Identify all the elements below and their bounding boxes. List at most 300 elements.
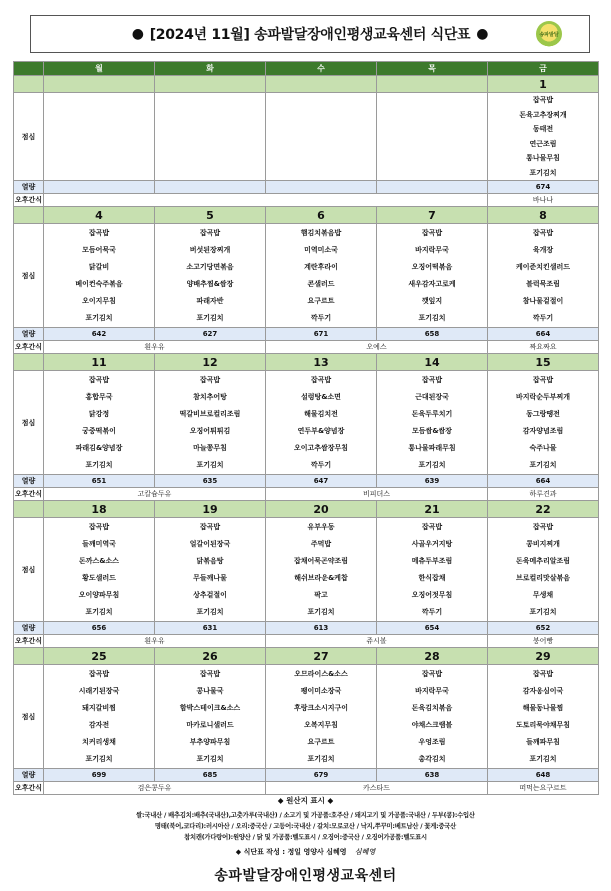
origin-line: 명태(북어,코다리):러시아산 / 오리:중국산 / 고등어:국내산 / 갈치:모로코산 / 낙지,쭈꾸미:베트남산 / 꽃게:중국산 — [154, 823, 457, 830]
lunch-cell-thu — [377, 224, 488, 328]
menu-list — [377, 665, 487, 768]
menu-item: 해쉬브라운&케찹 — [294, 574, 348, 583]
menu-item: 돈육두루치기 — [411, 409, 453, 418]
menu-item: 치커리생채 — [82, 738, 116, 747]
kcal-cell-thu: 639 — [377, 475, 488, 488]
menu-item: 깍두기 — [421, 608, 443, 617]
menu-item: 통나물파래무침 — [408, 444, 456, 453]
snack-label: 오후간식 — [14, 194, 44, 207]
menu-item: 모듬쌈&쌈장 — [412, 427, 452, 436]
kcal-cell-thu: 658 — [377, 328, 488, 341]
date-cell-tue: 26 — [155, 648, 266, 665]
lunch-cell-fri — [488, 665, 599, 769]
menu-item: 잡곡밥 — [421, 228, 443, 237]
menu-item: 도토리묵야채무침 — [515, 721, 571, 730]
lunch-cell-mon — [44, 665, 155, 769]
menu-item: 팽이미소장국 — [300, 686, 342, 695]
menu-item: 무생채 — [532, 591, 554, 600]
menu-item: 감자옹심이국 — [522, 686, 564, 695]
menu-item: 블럭묵조림 — [526, 280, 560, 289]
weekday-thu: 목 — [377, 62, 488, 76]
menu-list — [488, 93, 598, 180]
center-name: 송파발달장애인평생교육센터 — [214, 868, 397, 884]
lunch-row — [14, 518, 599, 622]
menu-list — [488, 224, 598, 327]
snack-label: 오후간식 — [14, 782, 44, 795]
menu-item: 포기김치 — [529, 168, 557, 177]
lunch-cell-wed — [266, 665, 377, 769]
lunch-cell-fri — [488, 518, 599, 622]
menu-item: 마늘쫑무침 — [193, 444, 227, 453]
menu-item: 연두부&양념장 — [297, 427, 345, 436]
lunch-cell-fri — [488, 93, 599, 181]
date-cell-mon: 18 — [44, 501, 155, 518]
kcal-label: 열량 — [14, 181, 44, 194]
lunch-cell-thu — [377, 665, 488, 769]
menu-item: 마카로니샐러드 — [186, 721, 234, 730]
kcal-cell-tue: 635 — [155, 475, 266, 488]
menu-item: 양배추찜&쌈장 — [186, 280, 234, 289]
date-cell-thu: 7 — [377, 207, 488, 224]
lunch-cell-tue — [155, 665, 266, 769]
menu-item: 콩비지찌개 — [526, 539, 560, 548]
menu-item: 포기김치 — [85, 461, 113, 470]
menu-item: 돈육메추리알조림 — [515, 556, 571, 565]
title-text: [2024년 11월] 송파발달장애인평생교육센터 식단표 — [149, 27, 471, 43]
snack-cell-wed-thu: 오예스 — [266, 341, 488, 354]
date-row — [14, 354, 599, 371]
menu-list — [266, 518, 376, 621]
menu-item: 오징어튀튀김 — [189, 427, 231, 436]
kcal-label: 열량 — [14, 328, 44, 341]
menu-list — [155, 224, 265, 327]
kcal-cell-fri: 664 — [488, 475, 599, 488]
menu-item: 포기김치 — [85, 608, 113, 617]
date-row-label — [14, 648, 44, 665]
menu-item: 포기김치 — [529, 608, 557, 617]
origin-line: 참치캔(가다랑어):원양산 / 닭 및 가공품:벨도표시 / 오징어:중국산 / 오징어가공품:벨도표시 — [184, 834, 427, 841]
kcal-cell-tue: 627 — [155, 328, 266, 341]
menu-item: 황도샐러드 — [82, 574, 116, 583]
menu-item: 닭강정 — [88, 409, 110, 418]
date-cell-tue: 19 — [155, 501, 266, 518]
date-cell-fri: 8 — [488, 207, 599, 224]
title-bullet-right: ● — [476, 26, 489, 42]
menu-item: 포기김치 — [307, 755, 335, 764]
menu-item: 닭볶음탕 — [196, 556, 224, 565]
menu-item: 함박스테이크&소스 — [179, 703, 241, 712]
date-cell-mon: 11 — [44, 354, 155, 371]
date-row — [14, 76, 599, 93]
kcal-cell-wed: 613 — [266, 622, 377, 635]
menu-item: 유부우동 — [307, 522, 335, 531]
menu-item: 통나물무침 — [526, 154, 560, 163]
lunch-row — [14, 665, 599, 769]
menu-item: 포기김치 — [85, 314, 113, 323]
menu-list — [488, 371, 598, 474]
snack-label: 오후간식 — [14, 488, 44, 501]
lunch-cell-wed — [266, 518, 377, 622]
menu-item: 돈육김치볶음 — [411, 703, 453, 712]
menu-item: 해물김치전 — [304, 409, 338, 418]
date-cell-mon: 4 — [44, 207, 155, 224]
menu-item: 설렁탕&소면 — [301, 392, 341, 401]
menu-item: 얼갈이된장국 — [189, 539, 231, 548]
lunch-cell-tue — [155, 224, 266, 328]
menu-item: 잡곡밥 — [88, 228, 110, 237]
lunch-label: 점심 — [14, 224, 44, 328]
lunch-row — [14, 371, 599, 475]
menu-item: 총각김치 — [418, 755, 446, 764]
kcal-cell-mon — [44, 181, 155, 194]
lunch-cell-wed — [266, 224, 377, 328]
snack-cell-fri: 바나나 — [488, 194, 599, 207]
menu-item: 잡곡밥 — [421, 522, 443, 531]
menu-item: 바지락무국 — [415, 686, 449, 695]
lunch-cell-wed — [266, 371, 377, 475]
snack-cell-mon-tue: 흰우유 — [44, 341, 266, 354]
menu-item: 포기김치 — [418, 461, 446, 470]
menu-item: 잡곡밥 — [88, 522, 110, 531]
menu-item: 오이고추쌈장무침 — [293, 444, 349, 453]
menu-item: 버섯된장찌개 — [189, 245, 231, 254]
kcal-cell-thu: 654 — [377, 622, 488, 635]
menu-item: 동태전 — [532, 125, 554, 134]
snack-label: 오후간식 — [14, 635, 44, 648]
weekday-tue: 화 — [155, 62, 266, 76]
snack-cell-mon-tue: 검은콩두유 — [44, 782, 266, 795]
snack-cell-fri: 짜요짜요 — [488, 341, 599, 354]
date-cell-wed: 6 — [266, 207, 377, 224]
menu-writer — [0, 847, 611, 857]
menu-item: 잡곡밥 — [199, 522, 221, 531]
menu-item: 홍합무국 — [85, 392, 113, 401]
snack-label: 오후간식 — [14, 341, 44, 354]
menu-item: 포기김치 — [196, 314, 224, 323]
menu-item: 한식잡채 — [418, 574, 446, 583]
date-cell-mon: 25 — [44, 648, 155, 665]
menu-list — [44, 224, 154, 327]
menu-item: 잡곡밥 — [421, 669, 443, 678]
kcal-cell-tue — [155, 181, 266, 194]
menu-item: 잡곡밥 — [199, 669, 221, 678]
menu-item: 야채스크램블 — [411, 721, 453, 730]
snack-row — [14, 488, 599, 501]
menu-list — [155, 665, 265, 768]
lunch-row — [14, 224, 599, 328]
lunch-cell-fri — [488, 371, 599, 475]
menu-list — [377, 371, 487, 474]
menu-item: 포기김치 — [529, 755, 557, 764]
snack-row — [14, 341, 599, 354]
kcal-row — [14, 475, 599, 488]
lunch-cell-fri — [488, 224, 599, 328]
menu-item: 깍두기 — [310, 461, 332, 470]
menu-item: 깍두기 — [532, 314, 554, 323]
date-cell-fri: 1 — [488, 76, 599, 93]
date-cell-wed — [266, 76, 377, 93]
menu-item: 들깨미역국 — [82, 539, 116, 548]
menu-item: 잡곡밥 — [88, 375, 110, 384]
date-cell-tue: 12 — [155, 354, 266, 371]
lunch-cell-thu — [377, 371, 488, 475]
menu-item: 잡곡밥 — [421, 375, 443, 384]
menu-item: 포기김치 — [196, 608, 224, 617]
menu-item: 요구르트 — [307, 738, 335, 747]
kcal-cell-tue: 685 — [155, 769, 266, 782]
lunch-cell-tue — [155, 518, 266, 622]
date-cell-thu — [377, 76, 488, 93]
menu-item: 잡곡밥 — [199, 375, 221, 384]
menu-list — [44, 93, 154, 180]
menu-item: 햄김치볶음밥 — [300, 228, 342, 237]
menu-item: 돈육고추장찌개 — [519, 110, 567, 119]
kcal-row — [14, 328, 599, 341]
menu-list — [488, 665, 598, 768]
menu-item: 오복지무침 — [304, 721, 338, 730]
menu-list — [377, 518, 487, 621]
kcal-cell-fri: 648 — [488, 769, 599, 782]
date-row — [14, 648, 599, 665]
lunch-cell-wed — [266, 93, 377, 181]
center-logo — [536, 21, 562, 47]
kcal-cell-mon: 651 — [44, 475, 155, 488]
kcal-cell-fri: 674 — [488, 181, 599, 194]
menu-list — [44, 518, 154, 621]
kcal-label: 열량 — [14, 769, 44, 782]
lunch-cell-thu — [377, 93, 488, 181]
kcal-cell-thu: 638 — [377, 769, 488, 782]
meal-table — [13, 61, 599, 795]
snack-cell-fri: 붕어빵 — [488, 635, 599, 648]
menu-item: 부추양파무침 — [189, 738, 231, 747]
lunch-cell-mon — [44, 371, 155, 475]
kcal-cell-wed: 679 — [266, 769, 377, 782]
menu-item: 근대된장국 — [415, 392, 449, 401]
menu-item: 잡곡밥 — [532, 228, 554, 237]
date-cell-wed: 20 — [266, 501, 377, 518]
page-title — [30, 15, 590, 53]
menu-item: 오므라이스&소스 — [294, 669, 348, 678]
menu-item: 시래기된장국 — [78, 686, 120, 695]
kcal-cell-wed: 671 — [266, 328, 377, 341]
date-cell-fri: 22 — [488, 501, 599, 518]
kcal-cell-wed: 647 — [266, 475, 377, 488]
kcal-cell-fri: 652 — [488, 622, 599, 635]
weekday-fri: 금 — [488, 62, 599, 76]
weekday-wed: 수 — [266, 62, 377, 76]
title-bullet-left: ● — [131, 26, 144, 42]
kcal-row — [14, 622, 599, 635]
menu-item: 바지락무국 — [415, 245, 449, 254]
kcal-cell-mon: 699 — [44, 769, 155, 782]
menu-item: 연근조림 — [529, 139, 557, 148]
menu-item: 잡곡밥 — [532, 375, 554, 384]
lunch-cell-tue — [155, 93, 266, 181]
menu-item: 모듬어묵국 — [82, 245, 116, 254]
footer — [0, 795, 611, 885]
date-cell-fri: 15 — [488, 354, 599, 371]
snack-cell-wed-thu: 쥬시볼 — [266, 635, 488, 648]
snack-cell-wed-thu: 비피더스 — [266, 488, 488, 501]
menu-item: 주먹밥 — [310, 539, 332, 548]
date-cell-wed: 27 — [266, 648, 377, 665]
menu-item: 닭갈비 — [88, 262, 110, 271]
menu-list — [266, 224, 376, 327]
date-row-label — [14, 501, 44, 518]
menu-item: 오징어젓무침 — [411, 591, 453, 600]
menu-item: 미역미소국 — [304, 245, 338, 254]
menu-item: 포기김치 — [196, 755, 224, 764]
menu-item: 참나물겉절이 — [522, 297, 564, 306]
menu-item: 해물동나물찜 — [522, 703, 564, 712]
menu-list — [44, 371, 154, 474]
menu-item: 후랑크소시지구이 — [293, 703, 349, 712]
menu-item: 잡곡밥 — [532, 669, 554, 678]
origin-line: 쌀:국내산 / 배추김치:배추(국내산),고춧가루(국내산) / 소고기 및 가공품:호주산 / 돼지고기 및 가공품:국내산 / 두부(콩):수입산 — [136, 812, 475, 819]
menu-item: 바지락순두부찌개 — [515, 392, 571, 401]
menu-item: 무들깨나물 — [193, 574, 227, 583]
menu-item: 잡곡밥 — [532, 522, 554, 531]
menu-item: 돈까스&소스 — [79, 556, 119, 565]
snack-cell-fri: 하루견과 — [488, 488, 599, 501]
lunch-label: 점심 — [14, 93, 44, 181]
menu-item: 포기김치 — [85, 755, 113, 764]
lunch-cell-tue — [155, 371, 266, 475]
kcal-cell-tue: 631 — [155, 622, 266, 635]
lunch-label: 점심 — [14, 518, 44, 622]
menu-list — [155, 93, 265, 180]
lunch-label: 점심 — [14, 665, 44, 769]
menu-item: 포기김치 — [418, 314, 446, 323]
menu-item: 돼지갈비찜 — [82, 703, 116, 712]
snack-row — [14, 635, 599, 648]
date-row — [14, 207, 599, 224]
menu-item: 잡곡밥 — [532, 96, 554, 105]
date-cell-wed: 13 — [266, 354, 377, 371]
menu-item: 감자전 — [88, 721, 110, 730]
menu-item: 잡곡밥 — [199, 228, 221, 237]
lunch-cell-mon — [44, 224, 155, 328]
menu-list — [44, 665, 154, 768]
header-corner — [14, 62, 44, 76]
menu-item: 콘샐러드 — [307, 280, 335, 289]
lunch-row — [14, 93, 599, 181]
menu-item: 사골우거지탕 — [411, 539, 453, 548]
kcal-label: 열량 — [14, 622, 44, 635]
menu-item: 소고기당면볶음 — [186, 262, 234, 271]
weekday-mon: 월 — [44, 62, 155, 76]
snack-cell-mon-tue: 고칼슘두유 — [44, 488, 266, 501]
menu-item: 잡곡밥 — [310, 375, 332, 384]
menu-item: 참치추어탕 — [193, 392, 227, 401]
date-cell-tue — [155, 76, 266, 93]
date-cell-thu: 28 — [377, 648, 488, 665]
menu-item: 깍두기 — [310, 314, 332, 323]
menu-item: 숙주나물 — [529, 444, 557, 453]
kcal-cell-thu — [377, 181, 488, 194]
snack-row — [14, 782, 599, 795]
snack-cell-empty — [44, 194, 488, 207]
menu-item: 우엉조림 — [418, 738, 446, 747]
menu-item: 포기김치 — [529, 461, 557, 470]
menu-list — [266, 665, 376, 768]
menu-list — [266, 93, 376, 180]
kcal-cell-wed — [266, 181, 377, 194]
menu-item: 잡곡밥 — [88, 669, 110, 678]
menu-list — [155, 518, 265, 621]
snack-cell-wed-thu: 카스타드 — [266, 782, 488, 795]
menu-item: 오이지무침 — [82, 297, 116, 306]
menu-item: 상추겉절이 — [193, 591, 227, 600]
menu-item: 궁중떡볶이 — [82, 427, 116, 436]
snack-row — [14, 194, 599, 207]
logo-text: 송파발달 — [539, 31, 559, 38]
date-cell-mon — [44, 76, 155, 93]
menu-item: 떡갈비브로컬리조림 — [179, 409, 241, 418]
menu-item: 포기김치 — [307, 608, 335, 617]
menu-item: 케이준치킨샐러드 — [515, 262, 571, 271]
menu-item: 새우감자고로케 — [408, 280, 456, 289]
menu-item: 포기김치 — [196, 461, 224, 470]
menu-item: 오이양파무침 — [78, 591, 120, 600]
kcal-row — [14, 769, 599, 782]
date-row-label — [14, 207, 44, 224]
menu-list — [377, 93, 487, 180]
menu-item: 콩나물국 — [196, 686, 224, 695]
menu-item: 동그랑땡전 — [526, 409, 560, 418]
snack-cell-fri: 떠먹는요구르트 — [488, 782, 599, 795]
lunch-cell-thu — [377, 518, 488, 622]
menu-item: 파래자반 — [196, 297, 224, 306]
date-cell-thu: 21 — [377, 501, 488, 518]
menu-item: 메츄두부조림 — [411, 556, 453, 565]
date-cell-tue: 5 — [155, 207, 266, 224]
kcal-row — [14, 181, 599, 194]
menu-list — [377, 224, 487, 327]
signature: 심혜영 — [354, 847, 376, 856]
date-row-label — [14, 354, 44, 371]
menu-list — [488, 518, 598, 621]
menu-item: 육개장 — [532, 245, 554, 254]
menu-item: 들깨파무침 — [526, 738, 560, 747]
lunch-cell-mon — [44, 93, 155, 181]
menu-list — [155, 371, 265, 474]
menu-item: 브로컬리맛살볶음 — [515, 574, 571, 583]
weekday-header-row — [14, 62, 599, 76]
menu-item: 오징어떡볶음 — [411, 262, 453, 271]
menu-item: 계란후라이 — [304, 262, 338, 271]
origin-title: ◆ 원산지 표시 ◆ — [277, 796, 334, 805]
menu-item: 요구르트 — [307, 297, 335, 306]
menu-item: 감자양념조림 — [522, 427, 564, 436]
snack-cell-mon-tue: 흰우유 — [44, 635, 266, 648]
lunch-label: 점심 — [14, 371, 44, 475]
menu-item: 깻잎지 — [421, 297, 443, 306]
kcal-cell-mon: 642 — [44, 328, 155, 341]
kcal-label: 열량 — [14, 475, 44, 488]
kcal-cell-fri: 664 — [488, 328, 599, 341]
menu-item: 잡채어묵곤약조림 — [293, 556, 349, 565]
writer-text: ◆ 식단표 작성 : 정일 영양사 심혜영 — [235, 848, 347, 856]
kcal-cell-mon: 656 — [44, 622, 155, 635]
lunch-cell-mon — [44, 518, 155, 622]
date-row — [14, 501, 599, 518]
menu-item: 팍고 — [314, 591, 328, 600]
menu-item: 파래김&양념장 — [75, 444, 123, 453]
menu-item: 베이컨숙주볶음 — [75, 280, 123, 289]
date-row-label — [14, 76, 44, 93]
